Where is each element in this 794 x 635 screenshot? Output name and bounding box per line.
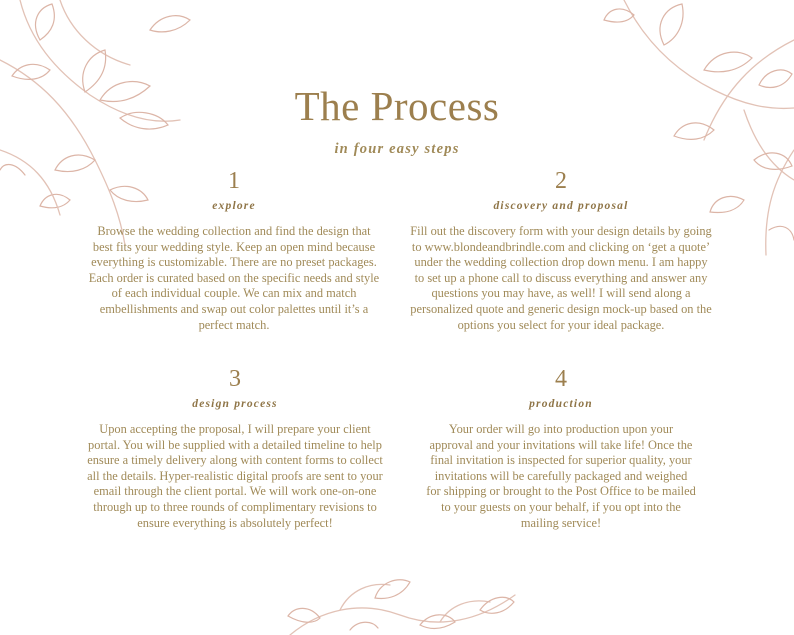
step-number: 2 — [555, 168, 567, 194]
step-description: Browse the wedding collection and find the design that best fits your wedding style. Keep an open mind because everything is customizable. There are no preset packages. Each order is curated based on the specific needs and style of each individual couple. We can mix and match embellishments and swap out color palettes until it’s a perfect match. — [88, 224, 380, 332]
step-label: production — [529, 398, 593, 410]
step-label: discovery and proposal — [493, 200, 629, 212]
page-subtitle: in four easy steps — [334, 141, 460, 157]
floral-illustration-bottom — [280, 570, 520, 635]
step-number: 1 — [228, 168, 240, 194]
step-1 — [86, 167, 382, 333]
step-number: 4 — [555, 366, 567, 392]
step-2 — [410, 167, 712, 333]
step-description: Your order will go into production upon your approval and your invitations will take life! Once the final invitation is inspected for superior quality, your invitations will be carefully packaged and weighed for shipping or brought to the Post Office to be mailed to your guests on your behalf, if you opt into the mailing service! — [426, 422, 696, 530]
step-label: design process — [192, 398, 278, 410]
page-title: The Process — [294, 83, 500, 129]
step-label: explore — [212, 200, 256, 212]
step-description: Upon accepting the proposal, I will prepare your client portal. You will be supplied with a detailed timeline to help ensure a timely delivery along with content forms to collect all the details. Hyper-realistic digital proofs are sent to your email through the client portal. We will work one-on-one through up to three rounds of complimentary revisions to ensure everything is absolutely perfect! — [87, 422, 383, 530]
step-number: 3 — [229, 366, 241, 392]
step-3 — [82, 365, 388, 531]
step-4 — [426, 365, 696, 531]
step-description: Fill out the discovery form with your design details by going to www.blondeandbrindle.com and clicking on ‘get a quote’ under the wedding collection drop down menu. I am happy to set up a phone call to discuss everything and answer any questions you may have, as well! I will send along a personalized quote and generic design mock-up based on the options you select for your ideal package. — [410, 224, 712, 332]
